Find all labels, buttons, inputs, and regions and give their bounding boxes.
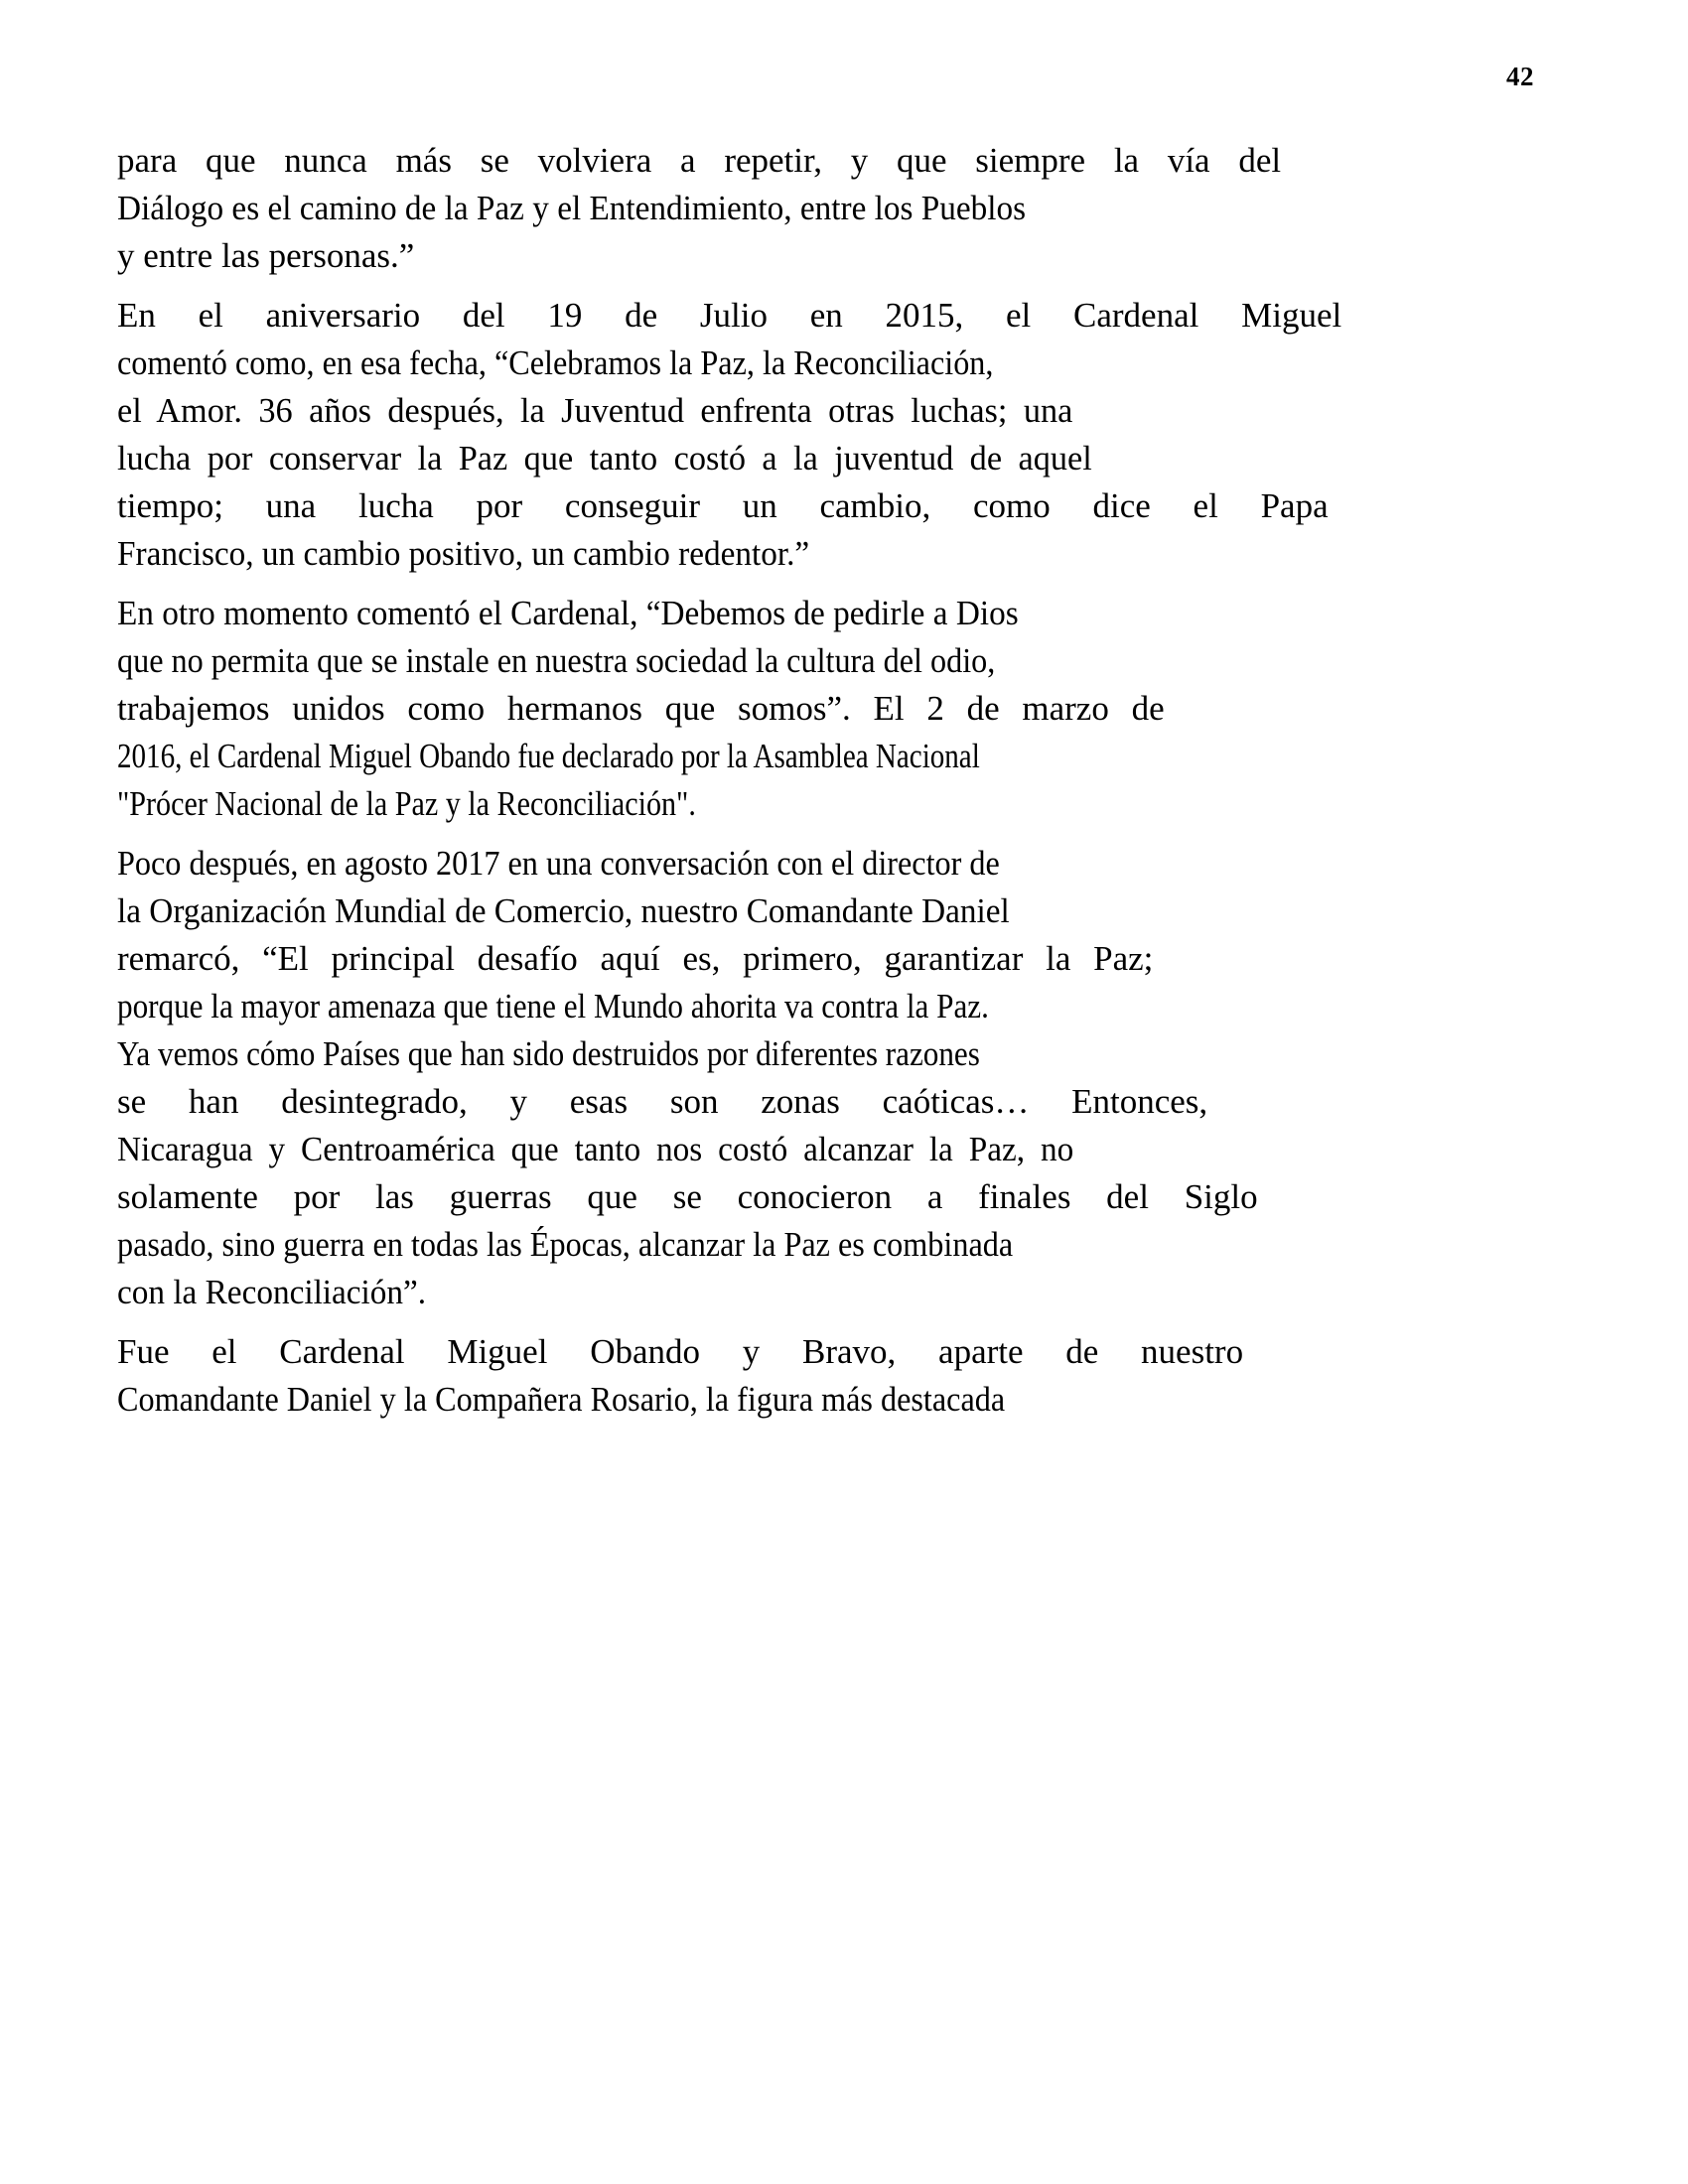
- page-number: 42: [1506, 62, 1534, 91]
- paragraph: [117, 590, 1575, 828]
- text-line: la Organización Mundial de Comercio, nuestro Comandante Daniel: [117, 891, 1010, 930]
- text-line: 2016, el Cardenal Miguel Obando fue declarado por la Asamblea Nacional: [117, 737, 980, 775]
- text-line: Diálogo es el camino de la Paz y el Entendimiento, entre los Pueblos: [117, 189, 1027, 227]
- text-line: Fue el Cardenal Miguel Obando y Bravo, aparte de nuestro: [117, 1332, 1244, 1371]
- paragraph: [117, 137, 1575, 280]
- text-line: En otro momento comentó el Cardenal, “Debemos de pedirle a Dios: [117, 594, 1019, 632]
- text-line: remarcó, “El principal desafío aquí es, primero, garantizar la Paz;: [117, 939, 1154, 978]
- text-line: que no permita que se instale en nuestra sociedad la cultura del odio,: [117, 641, 996, 680]
- text-line: lucha por conservar la Paz que tanto costó a la juventud de aquel: [117, 439, 1092, 478]
- text-line: y entre las personas.”: [117, 236, 415, 275]
- text-line: Nicaragua y Centroamérica que tanto nos costó alcanzar la Paz, no: [117, 1130, 1074, 1168]
- text-line: trabajemos unidos como hermanos que somos”. El 2 de marzo de: [117, 689, 1165, 728]
- text-line: Ya vemos cómo Países que han sido destruidos por diferentes razones: [117, 1034, 980, 1073]
- text-line: comentó como, en esa fecha, “Celebramos la Paz, la Reconciliación,: [117, 343, 994, 382]
- text-line: En el aniversario del 19 de Julio en 2015, el Cardenal Miguel: [117, 296, 1342, 335]
- text-line: Poco después, en agosto 2017 en una conversación con el director de: [117, 844, 1000, 883]
- text-line: Francisco, un cambio positivo, un cambio redentor.”: [117, 534, 810, 573]
- paragraph: [117, 292, 1575, 578]
- text-line: Comandante Daniel y la Compañera Rosario, la figura más destacada: [117, 1380, 1006, 1419]
- text-line: el Amor. 36 años después, la Juventud enfrenta otras luchas; una: [117, 391, 1073, 430]
- text-line: con la Reconciliación”.: [117, 1273, 427, 1311]
- text-line: solamente por las guerras que se conocieron a finales del Siglo: [117, 1177, 1258, 1216]
- paragraph: [117, 1328, 1575, 1424]
- text-line: para que nunca más se volviera a repetir, y que siempre la vía del: [117, 141, 1282, 180]
- paragraph: [117, 840, 1575, 1316]
- text-line: porque la mayor amenaza que tiene el Mundo ahorita va contra la Paz.: [117, 987, 989, 1025]
- text-line: tiempo; una lucha por conseguir un cambio, como dice el Papa: [117, 486, 1329, 525]
- text-line: se han desintegrado, y esas son zonas caóticas… Entonces,: [117, 1082, 1208, 1121]
- body-text-column: [117, 137, 1575, 1424]
- text-line: pasado, sino guerra en todas las Épocas, alcanzar la Paz es combinada: [117, 1225, 1014, 1264]
- text-line: "Prócer Nacional de la Paz y la Reconciliación".: [117, 784, 696, 823]
